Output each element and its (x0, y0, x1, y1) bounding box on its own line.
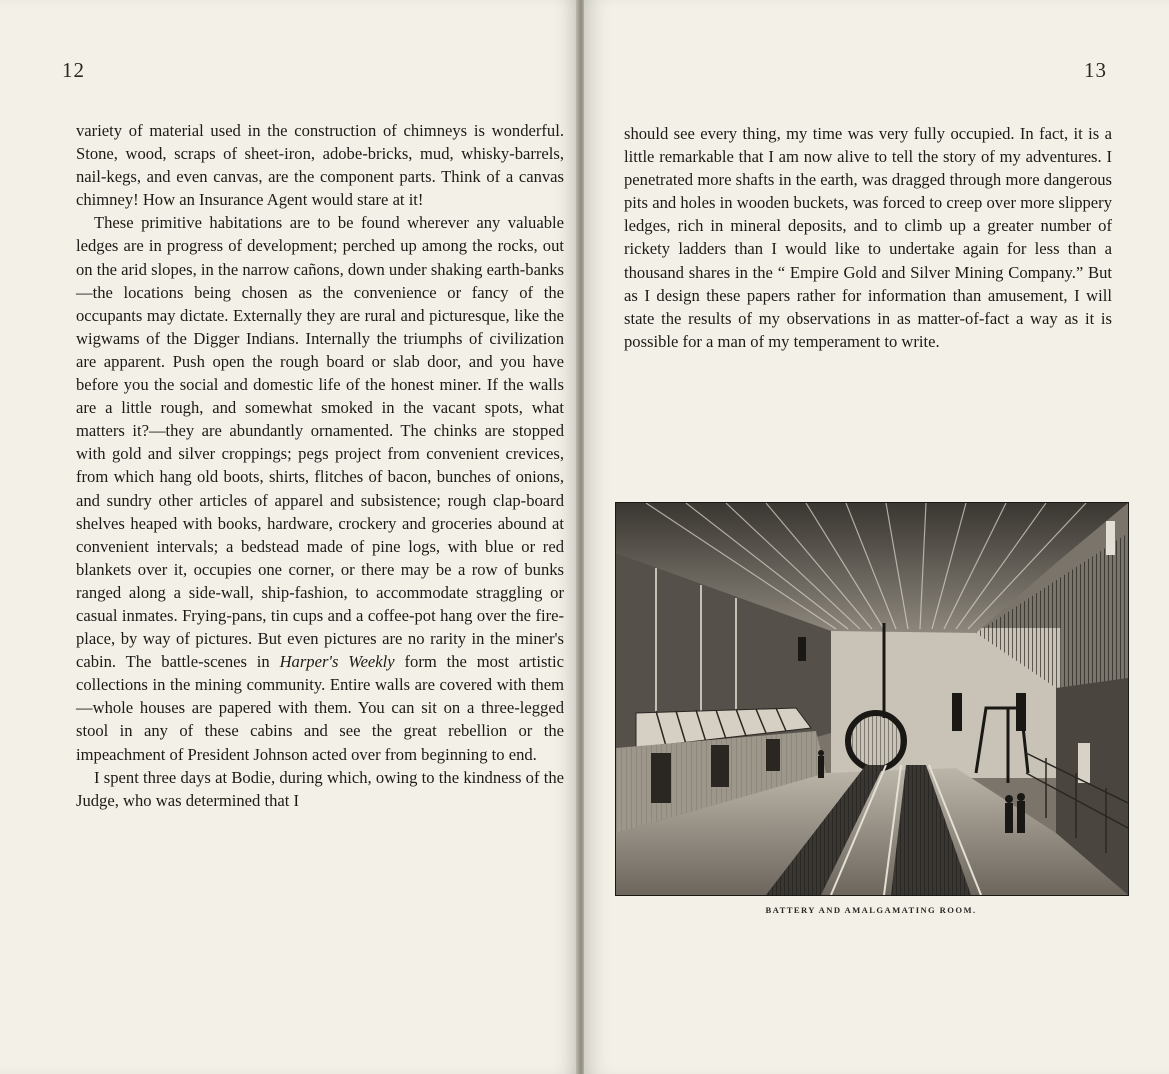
battery-room-engraving (616, 503, 1128, 895)
left-page-number: 12 (62, 58, 85, 82)
left-paragraph-2-part-a: These primitive habitations are to be found wherever any valuable ledges are in progress of development; perched up among the rocks, out on the arid slopes, in the narrow cañons, down under shaking earth-banks—the locations being chosen as the convenience or fancy of the occupants may dictate. Externally they are rural and picturesque, like the wigwams of the Digger Indians. Internally the triumphs of civilization are apparent. Push open the rough board or slab door, and you have before you the social and domestic life of the honest miner. If the walls are a little rough, and somewhat smoked in the vacant spots, what matters it?—they are abundantly ornamented. The chinks are stopped with gold and silver croppings; pegs project from convenient crevices, from which hang old boots, shirts, flitches of bacon, bunches of onions, and sundry other articles of apparel and subsistence; rough clap-board shelves heaped with books, hardware, crockery and groceries abound at convenient intervals; a bedstead made of pine logs, with blue or red blankets over it, occupies one corner, or there may be a row of bunks ranged along a side-wall, ship-fashion, to accommodate straggling or casual inmates. Frying-pans, tin cups and a coffee-pot hang over the fire-place, by way of pictures. But even pictures are no rarity in the miner's cabin. The battle-scenes in (76, 213, 565, 672)
right-page-number: 13 (1084, 58, 1107, 82)
left-page-text (76, 119, 564, 812)
left-page (0, 0, 580, 1074)
left-paragraph-2-part-b: form the most artistic collections in the mining community. Entire walls are covered with them—whole houses are papered with them. You can sit on a three-legged stool in any of these cabins and see the great rebellion or the impeachment of President Johnson acted over from beginning to end. (76, 652, 564, 764)
right-page (584, 0, 1169, 1074)
left-paragraph-2 (76, 211, 564, 765)
right-paragraph-1: should see every thing, my time was very fully occupied. In fact, it is a little remarkable that I am now alive to tell the story of my adventures. I penetrated more shafts in the earth, was dragged through more dangerous pits and holes in wooden buckets, was forced to creep over more slippery ledges, rich in mineral deposits, and to climb up a greater number of rickety ladders than I would like to undertake again for less than a thousand shares in the “ Empire Gold and Silver Mining Company.” But as I design these papers rather for information than amusement, I will state the results of my observations in as matter-of-fact a way as it is possible for a man of my temperament to write. (624, 124, 1112, 351)
right-page-text (624, 122, 1112, 353)
figure-caption: BATTERY AND AMALGAMATING ROOM. (765, 905, 977, 915)
left-paragraph-1: variety of material used in the construction of chimneys is wonderful. Stone, wood, scraps of sheet-iron, adobe-bricks, mud, whisky-barrels, nail-kegs, and even canvas, are the component parts. Think of a canvas chimney! How an Insurance Agent would stare at it! (76, 121, 564, 210)
left-paragraph-3: I spent three days at Bodie, during which, owing to the kindness of the Judge, who was determined that I (76, 767, 564, 810)
engraving-illustration (615, 502, 1129, 896)
harpers-weekly-title: Harper's Weekly (279, 652, 395, 672)
